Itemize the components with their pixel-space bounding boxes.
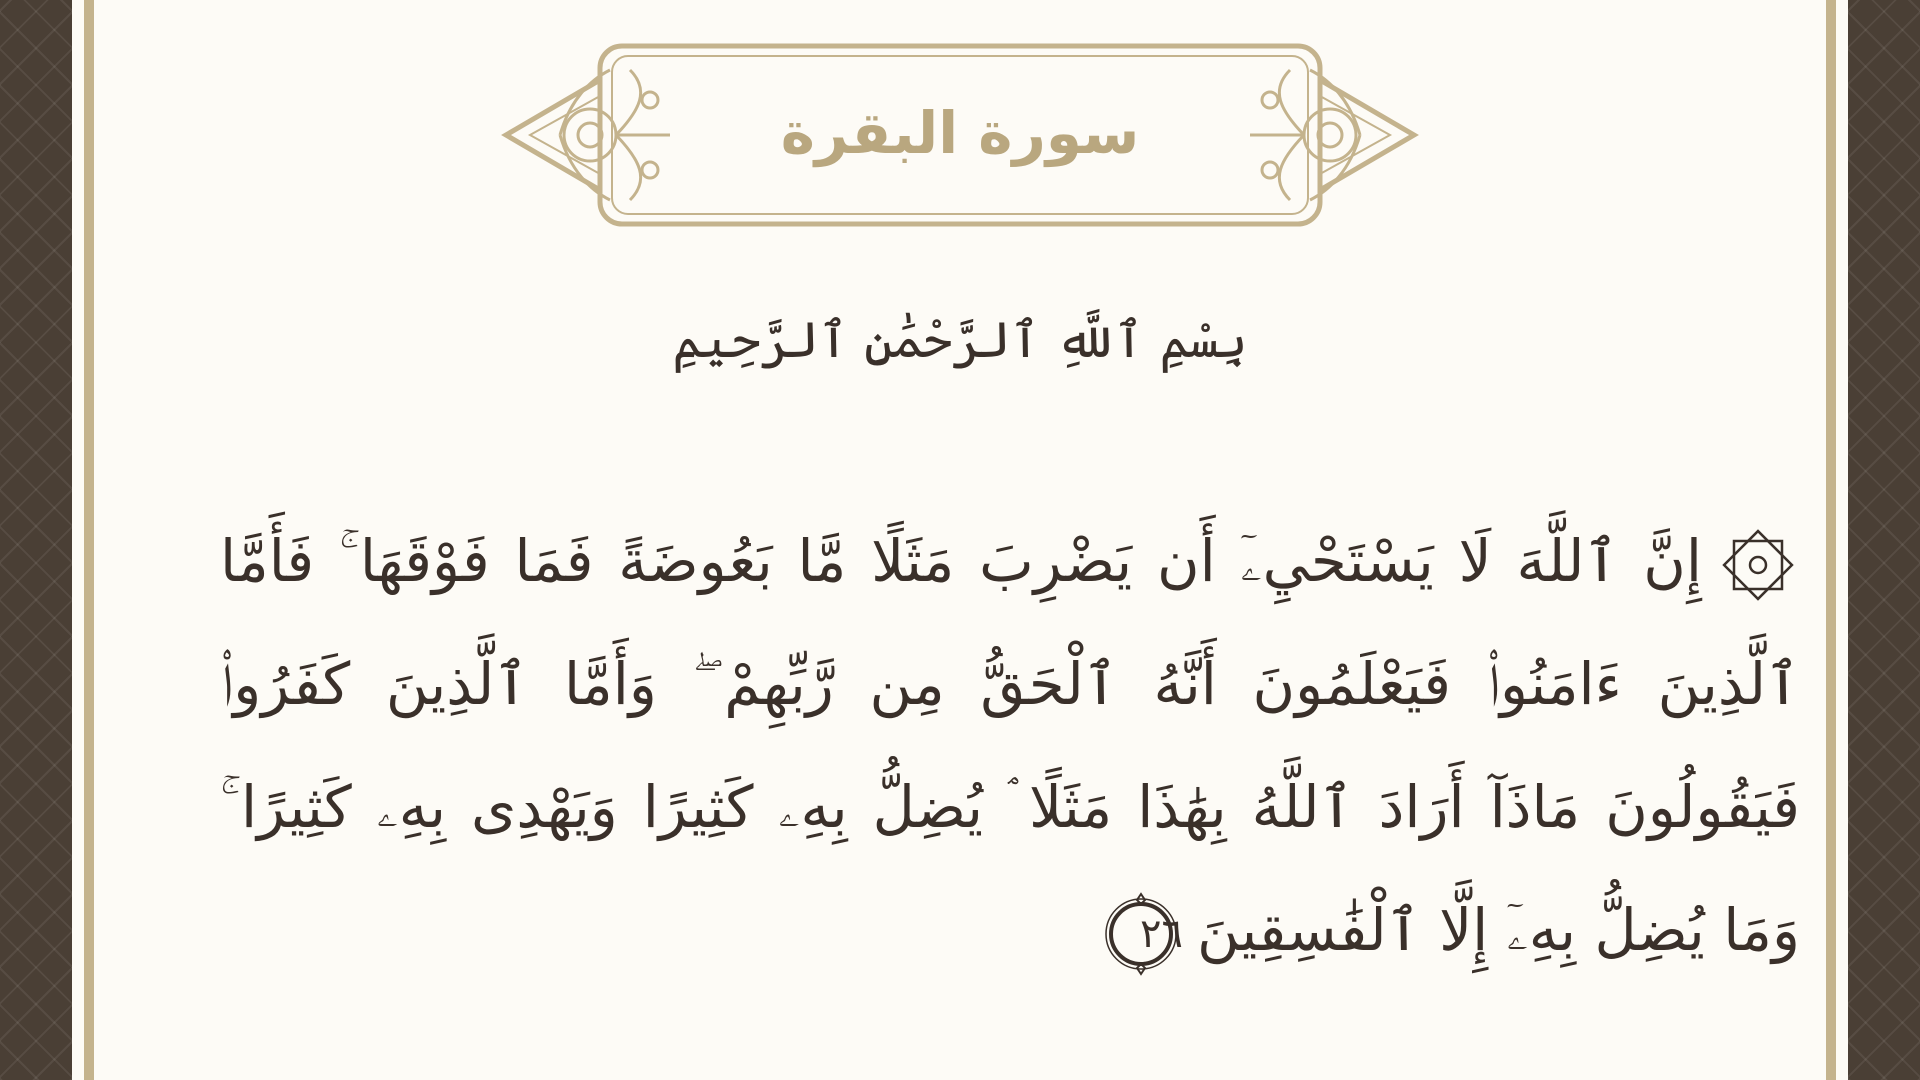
surah-header-frame (500, 40, 1420, 230)
ayah-number-badge (1099, 892, 1183, 976)
surah-title: سورة البقرة (780, 99, 1140, 167)
ayah-number: ٢٦ (1139, 910, 1183, 957)
rub-el-hizb-icon (1716, 523, 1800, 607)
left-gold-rule (84, 0, 94, 1080)
verse-text: إِنَّ ٱللَّهَ لَا يَسْتَحْيِۦٓ أَن يَضْرِبَ مَثَلًا مَّا بَعُوضَةً فَمَا فَوْقَهَا ۚ فَأَمَّا ٱلَّذِينَ ءَامَنُوا۟ فَيَعْلَمُونَ أَنَّهُ ٱلْحَقُّ مِن رَّبِّهِمْ ۖ وَأَمَّا ٱلَّذِينَ كَفَرُوا۟ فَيَقُولُونَ مَاذَآ أَرَادَ ٱللَّهُ بِهَٰذَا مَثَلًا ۘ يُضِلُّ بِهِۦ كَثِيرًا وَيَهْدِى بِهِۦ كَثِيرًا ۚ وَمَا يُضِلُّ بِهِۦٓ إِلَّا ٱلْفَٰسِقِينَ (220, 527, 1800, 964)
right-gold-rule (1826, 0, 1836, 1080)
right-ornamental-border (1848, 0, 1920, 1080)
verse-block (220, 500, 1800, 992)
left-ornamental-border (0, 0, 72, 1080)
basmala: بِسْمِ ٱللَّهِ ٱلرَّحْمَٰنِ ٱلرَّحِيمِ (672, 311, 1248, 369)
